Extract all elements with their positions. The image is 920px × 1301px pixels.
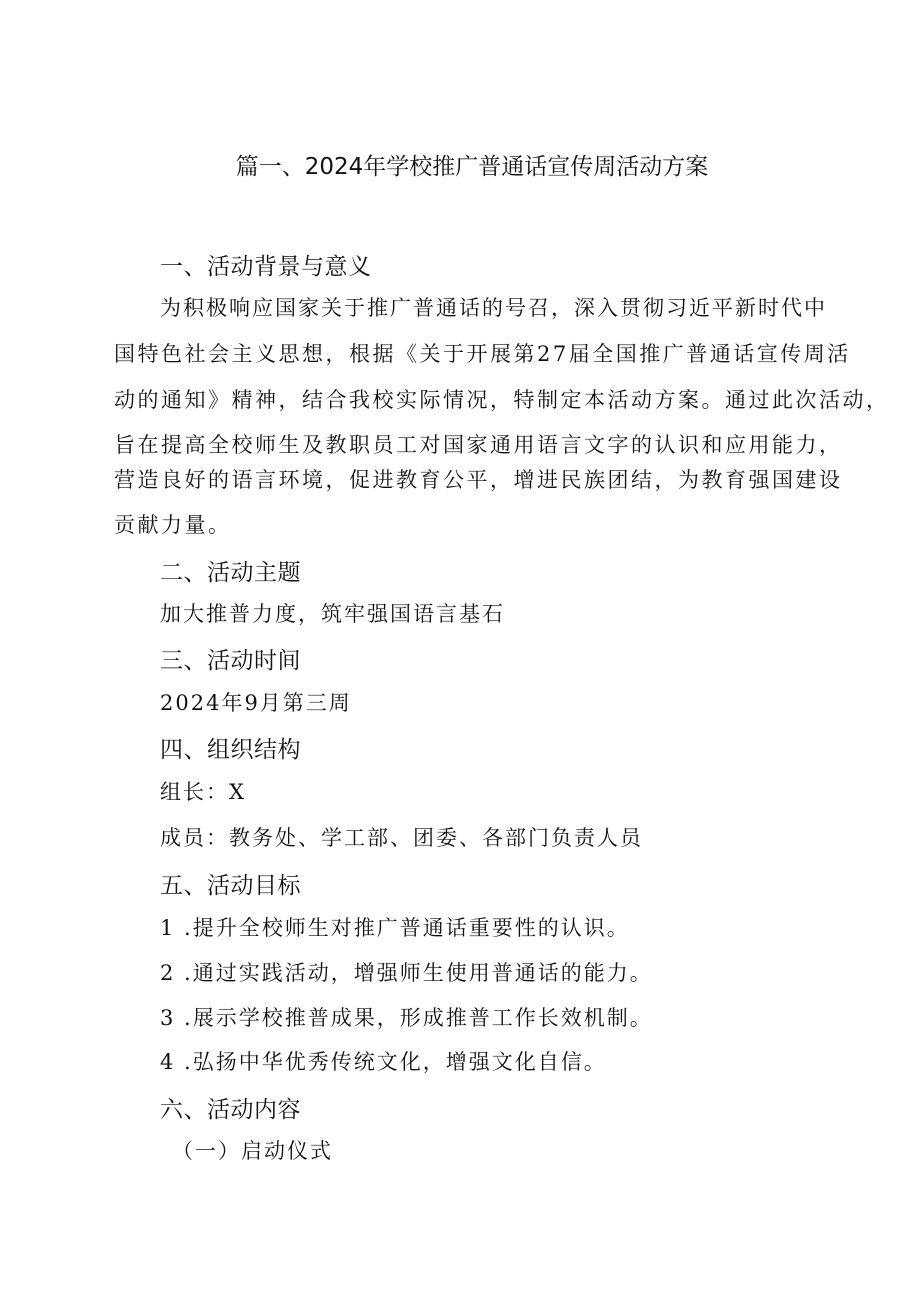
goal-item: 1 .提升全校师生对推广普通话重要性的认识。: [160, 916, 630, 940]
section-heading-goals: 五、活动目标: [160, 873, 301, 899]
section-heading-content: 六、活动内容: [160, 1097, 301, 1123]
section-heading-theme: 二、活动主题: [160, 560, 301, 586]
time-text: 2024年9月第三周: [160, 691, 352, 715]
document-title: 篇一、2024年学校推广普通话宣传周活动方案: [235, 154, 709, 180]
leader-text: 组长：X: [160, 780, 246, 804]
section-heading-organization: 四、组织结构: [160, 737, 301, 763]
goal-item: 4 .弘扬中华优秀传统文化，增强文化自信。: [160, 1050, 607, 1074]
paragraph-line: 为积极响应国家关于推广普通话的号召，深入贯彻习近平新时代中: [160, 296, 827, 320]
paragraph-line: 贡献力量。: [114, 513, 232, 537]
goal-item: 2 .通过实践活动，增强师生使用普通话的能力。: [160, 961, 653, 985]
paragraph-line: 营造良好的语言环境，促进教育公平，增进民族团结，为教育强国建设: [114, 468, 843, 492]
paragraph-line: 国特色社会主义思想，根据《关于开展第27届全国推广普通话宣传周活: [114, 342, 851, 366]
members-text: 成员：教务处、学工部、团委、各部门负责人员: [160, 826, 643, 850]
goal-item: 3 .展示学校推普成果，形成推普工作长效机制。: [160, 1006, 653, 1030]
paragraph-line: 动的通知》精神，结合我校实际情况，特制定本活动方案。通过此次活动，: [114, 388, 890, 412]
paragraph-line: 旨在提高全校师生及教职员工对国家通用语言文字的认识和应用能力，: [114, 433, 843, 457]
subsection-heading-launch: （一）启动仪式: [172, 1139, 333, 1163]
theme-text: 加大推普力度，筑牢强国语言基石: [160, 602, 505, 626]
section-heading-background: 一、活动背景与意义: [160, 254, 372, 280]
section-heading-time: 三、活动时间: [160, 648, 301, 674]
